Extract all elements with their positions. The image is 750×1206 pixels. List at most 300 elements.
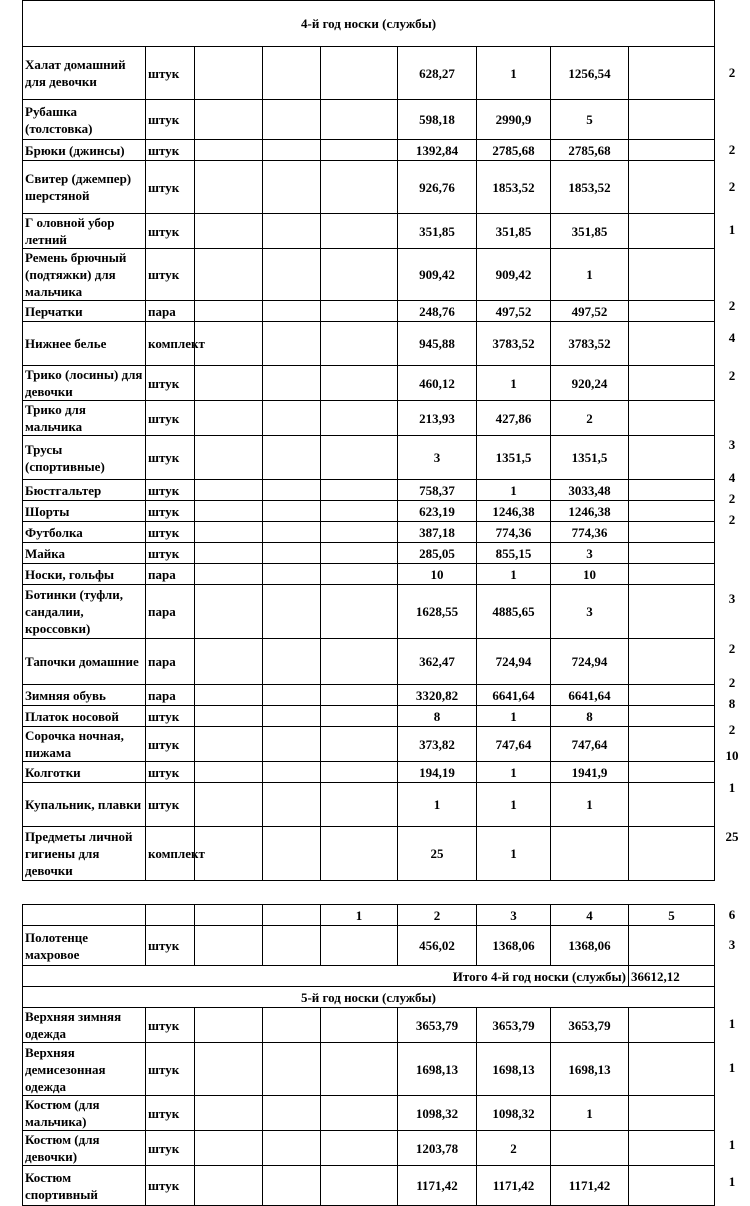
item-sum: 3 <box>551 585 629 639</box>
item-quantity: 1 <box>477 827 551 881</box>
row-count-value: 2 <box>728 368 736 383</box>
item-unit: штук <box>146 436 195 480</box>
row-count-value: 3 <box>728 591 736 606</box>
empty-cell <box>195 706 263 727</box>
item-sum: 3783,52 <box>551 322 629 366</box>
item-price: 909,42 <box>398 249 477 301</box>
item-sum: 5 <box>551 100 629 140</box>
empty-cell <box>629 1131 715 1166</box>
empty-cell <box>195 727 263 762</box>
item-sum <box>551 827 629 881</box>
item-price: 945,88 <box>398 322 477 366</box>
item-quantity: 1246,38 <box>477 501 551 522</box>
item-sum: 351,85 <box>551 214 629 249</box>
item-unit: штук <box>146 1008 195 1043</box>
empty-cell <box>195 783 263 827</box>
empty-cell <box>195 564 263 585</box>
empty-cell <box>195 762 263 783</box>
empty-cell <box>321 501 398 522</box>
item-unit: штук <box>146 47 195 100</box>
item-price: 926,76 <box>398 161 477 214</box>
empty-cell <box>195 1131 263 1166</box>
table-row <box>23 436 715 480</box>
empty-cell <box>321 100 398 140</box>
item-sum: 1171,42 <box>551 1166 629 1206</box>
item-unit: штук <box>146 1166 195 1206</box>
empty-cell <box>263 401 321 436</box>
item-quantity: 3783,52 <box>477 322 551 366</box>
table-row <box>23 1166 715 1206</box>
item-sum: 1246,38 <box>551 501 629 522</box>
item-quantity: 2 <box>477 1131 551 1166</box>
table-row <box>23 480 715 501</box>
empty-cell <box>629 706 715 727</box>
empty-cell <box>195 585 263 639</box>
column-number: 5 <box>629 905 715 926</box>
empty-cell <box>321 639 398 685</box>
table-row <box>23 322 715 366</box>
item-unit: пара <box>146 585 195 639</box>
item-name: Брюки (джинсы) <box>23 140 146 161</box>
item-name: Тапочки домашние <box>23 639 146 685</box>
empty-cell <box>321 322 398 366</box>
empty-cell <box>263 322 321 366</box>
item-price: 3653,79 <box>398 1008 477 1043</box>
row-count-value: 2 <box>728 298 736 313</box>
empty-cell <box>195 366 263 401</box>
empty-cell <box>629 1166 715 1206</box>
table-row <box>23 1131 715 1166</box>
item-price: 1 <box>398 783 477 827</box>
empty-cell <box>195 1096 263 1131</box>
empty-cell <box>629 140 715 161</box>
empty-cell <box>321 1166 398 1206</box>
empty-cell <box>321 685 398 706</box>
table-row <box>23 214 715 249</box>
empty-cell <box>263 1008 321 1043</box>
clothing-table-year-4 <box>22 0 715 881</box>
empty-cell <box>195 501 263 522</box>
empty-cell <box>321 1008 398 1043</box>
item-quantity: 1 <box>477 564 551 585</box>
empty-cell <box>629 762 715 783</box>
empty-cell <box>629 827 715 881</box>
column-number: 4 <box>551 905 629 926</box>
item-unit: штук <box>146 522 195 543</box>
empty-cell <box>146 905 195 926</box>
empty-cell <box>263 706 321 727</box>
item-unit: штук <box>146 762 195 783</box>
item-name: Свитер (джемпер) шерстяной <box>23 161 146 214</box>
item-quantity: 1 <box>477 783 551 827</box>
item-unit: штук <box>146 926 195 966</box>
row-count-value <box>718 247 746 295</box>
empty-cell <box>263 762 321 783</box>
item-name: Трусы (спортивные) <box>23 436 146 480</box>
empty-cell <box>263 926 321 966</box>
item-sum: 10 <box>551 564 629 585</box>
empty-cell <box>321 1096 398 1131</box>
empty-cell <box>195 639 263 685</box>
item-price: 387,18 <box>398 522 477 543</box>
empty-cell <box>195 214 263 249</box>
item-name: Купальник, плавки <box>23 783 146 827</box>
empty-cell <box>321 564 398 585</box>
empty-cell <box>629 161 715 214</box>
table-row <box>23 522 715 543</box>
empty-cell <box>263 685 321 706</box>
empty-cell <box>629 436 715 480</box>
item-price: 10 <box>398 564 477 585</box>
item-unit: штук <box>146 706 195 727</box>
item-unit: штук <box>146 783 195 827</box>
item-unit: пара <box>146 564 195 585</box>
empty-cell <box>321 1131 398 1166</box>
item-name: Шорты <box>23 501 146 522</box>
empty-cell <box>195 47 263 100</box>
section-heading: 4-й год носки (службы) <box>23 1 715 47</box>
item-name: Колготки <box>23 762 146 783</box>
item-unit: штук <box>146 727 195 762</box>
item-price: 1203,78 <box>398 1131 477 1166</box>
item-name: Ремень брючный (подтяжки) для мальчика <box>23 249 146 301</box>
table-row <box>23 47 715 100</box>
empty-cell <box>263 564 321 585</box>
row-count-value <box>718 99 746 139</box>
empty-cell <box>321 585 398 639</box>
empty-cell <box>321 543 398 564</box>
item-quantity: 2785,68 <box>477 140 551 161</box>
table-row <box>23 827 715 881</box>
item-price: 8 <box>398 706 477 727</box>
empty-cell <box>321 366 398 401</box>
row-count-value: 4 <box>728 330 736 345</box>
item-sum: 1 <box>551 1096 629 1131</box>
row-count-value: 2 <box>728 641 736 656</box>
empty-cell <box>321 401 398 436</box>
item-name: Костюм спортивный <box>23 1166 146 1206</box>
empty-cell <box>195 685 263 706</box>
item-unit: штук <box>146 543 195 564</box>
row-count-value: 2 <box>728 65 736 80</box>
table-row <box>23 100 715 140</box>
item-sum: 920,24 <box>551 366 629 401</box>
empty-cell <box>263 301 321 322</box>
item-quantity: 1 <box>477 366 551 401</box>
row-count-value: 3 <box>728 437 736 452</box>
table-row <box>23 161 715 214</box>
item-sum: 1853,52 <box>551 161 629 214</box>
empty-cell <box>321 522 398 543</box>
table-row <box>23 1096 715 1131</box>
item-price: 213,93 <box>398 401 477 436</box>
item-name: Костюм (для девочки) <box>23 1131 146 1166</box>
item-sum: 1941,9 <box>551 762 629 783</box>
item-name: Халат домашний для девочки <box>23 47 146 100</box>
item-sum: 1698,13 <box>551 1043 629 1096</box>
item-sum: 3033,48 <box>551 480 629 501</box>
item-sum: 724,94 <box>551 639 629 685</box>
table-row <box>23 762 715 783</box>
empty-cell <box>629 214 715 249</box>
item-sum: 1256,54 <box>551 47 629 100</box>
empty-cell <box>629 685 715 706</box>
empty-cell <box>263 161 321 214</box>
item-quantity: 1 <box>477 706 551 727</box>
empty-cell <box>263 436 321 480</box>
item-quantity: 1 <box>477 480 551 501</box>
empty-cell <box>263 727 321 762</box>
item-price: 1698,13 <box>398 1043 477 1096</box>
item-sum: 3 <box>551 543 629 564</box>
item-name: Рубашка (толстовка) <box>23 100 146 140</box>
row-count-value: 10 <box>725 748 739 763</box>
row-count-value: 6 <box>728 907 736 922</box>
item-sum: 8 <box>551 706 629 727</box>
item-quantity: 747,64 <box>477 727 551 762</box>
item-price: 628,27 <box>398 47 477 100</box>
empty-cell <box>321 706 398 727</box>
empty-cell <box>263 639 321 685</box>
empty-cell <box>195 926 263 966</box>
item-unit: штук <box>146 1131 195 1166</box>
empty-cell <box>263 1043 321 1096</box>
empty-cell <box>263 501 321 522</box>
empty-cell <box>629 585 715 639</box>
table-row <box>23 401 715 436</box>
item-unit: пара <box>146 639 195 685</box>
row-count-value: 1 <box>728 1060 736 1075</box>
table-row <box>23 639 715 685</box>
item-unit: пара <box>146 301 195 322</box>
empty-cell <box>321 301 398 322</box>
item-unit: штук <box>146 1043 195 1096</box>
empty-cell <box>23 905 146 926</box>
table-row <box>23 564 715 585</box>
row-count-value: 1 <box>728 1174 736 1189</box>
empty-cell <box>629 322 715 366</box>
clothing-table-year-5 <box>22 904 715 1206</box>
table-row <box>23 727 715 762</box>
empty-cell <box>629 1043 715 1096</box>
empty-cell <box>629 401 715 436</box>
row-count-value: 2 <box>728 179 736 194</box>
total-label: Итого 4-й год носки (службы) <box>23 966 629 987</box>
empty-cell <box>195 249 263 301</box>
item-unit: штук <box>146 366 195 401</box>
row-count-value: 2 <box>728 512 736 527</box>
empty-cell <box>321 1043 398 1096</box>
item-name: Бюстгальтер <box>23 480 146 501</box>
empty-cell <box>263 1166 321 1206</box>
empty-cell <box>195 905 263 926</box>
row-count-value <box>718 551 746 572</box>
item-sum: 747,64 <box>551 727 629 762</box>
empty-cell <box>629 639 715 685</box>
item-price: 351,85 <box>398 214 477 249</box>
item-name: Верхняя демисезонная одежда <box>23 1043 146 1096</box>
item-name: Футболка <box>23 522 146 543</box>
item-price: 456,02 <box>398 926 477 966</box>
row-count-value: 2 <box>728 722 736 737</box>
empty-cell <box>263 100 321 140</box>
column-number: 1 <box>321 905 398 926</box>
item-unit: штук <box>146 501 195 522</box>
item-price: 373,82 <box>398 727 477 762</box>
item-quantity: 1853,52 <box>477 161 551 214</box>
empty-cell <box>195 1008 263 1043</box>
empty-cell <box>629 501 715 522</box>
item-unit: штук <box>146 161 195 214</box>
row-count-value: 1 <box>728 222 736 237</box>
row-count-value: 2 <box>728 491 736 506</box>
item-sum: 1368,06 <box>551 926 629 966</box>
table-row <box>23 926 715 966</box>
item-unit: штук <box>146 140 195 161</box>
item-quantity: 2990,9 <box>477 100 551 140</box>
item-sum: 2785,68 <box>551 140 629 161</box>
item-sum: 1 <box>551 249 629 301</box>
table-row <box>23 1008 715 1043</box>
row-count-value <box>718 391 746 423</box>
empty-cell <box>263 480 321 501</box>
empty-cell <box>629 564 715 585</box>
empty-cell <box>629 301 715 322</box>
item-name: Трико (лосины) для девочки <box>23 366 146 401</box>
item-price: 460,12 <box>398 366 477 401</box>
table-row <box>23 249 715 301</box>
item-name: Трико для мальчика <box>23 401 146 436</box>
row-count-value: 1 <box>728 780 736 795</box>
empty-cell <box>263 1096 321 1131</box>
empty-cell <box>321 161 398 214</box>
table-row <box>23 1043 715 1096</box>
item-sum: 1351,5 <box>551 436 629 480</box>
item-sum: 774,36 <box>551 522 629 543</box>
item-quantity: 1 <box>477 762 551 783</box>
item-name: Нижнее белье <box>23 322 146 366</box>
item-name: Перчатки <box>23 301 146 322</box>
item-name: Носки, гольфы <box>23 564 146 585</box>
table-row <box>23 140 715 161</box>
table-row <box>23 366 715 401</box>
empty-cell <box>263 249 321 301</box>
item-quantity: 724,94 <box>477 639 551 685</box>
empty-cell <box>629 100 715 140</box>
item-quantity: 1368,06 <box>477 926 551 966</box>
empty-cell <box>629 1096 715 1131</box>
row-count-value: 3 <box>728 937 736 952</box>
empty-cell <box>321 47 398 100</box>
empty-cell <box>321 783 398 827</box>
item-price: 1628,55 <box>398 585 477 639</box>
empty-cell <box>321 762 398 783</box>
empty-cell <box>263 47 321 100</box>
table-row <box>23 543 715 564</box>
item-price: 3 <box>398 436 477 480</box>
item-unit: штук <box>146 480 195 501</box>
table-row <box>23 301 715 322</box>
item-quantity: 427,86 <box>477 401 551 436</box>
item-quantity: 497,52 <box>477 301 551 322</box>
empty-cell <box>629 1008 715 1043</box>
item-sum: 6641,64 <box>551 685 629 706</box>
item-name: Ботинки (туфли, сандалии, кроссовки) <box>23 585 146 639</box>
column-number-row <box>23 905 715 926</box>
row-count-value: 2 <box>728 675 736 690</box>
row-count-value: 2 <box>728 142 736 157</box>
empty-cell <box>195 301 263 322</box>
item-unit: пара <box>146 685 195 706</box>
row-count-value: 1 <box>728 1137 736 1152</box>
row-count-value <box>718 1094 746 1128</box>
table-row <box>23 585 715 639</box>
item-price: 1392,84 <box>398 140 477 161</box>
empty-cell <box>629 47 715 100</box>
item-name: Сорочка ночная, пижама <box>23 727 146 762</box>
empty-cell <box>195 1043 263 1096</box>
empty-cell <box>629 926 715 966</box>
item-price: 598,18 <box>398 100 477 140</box>
row-count-value: 8 <box>728 696 736 711</box>
empty-cell <box>195 100 263 140</box>
item-quantity: 855,15 <box>477 543 551 564</box>
empty-cell <box>263 585 321 639</box>
item-quantity: 1698,13 <box>477 1043 551 1096</box>
empty-cell <box>195 436 263 480</box>
empty-cell <box>321 249 398 301</box>
row-count-value: 1 <box>728 1016 736 1031</box>
empty-cell <box>629 249 715 301</box>
empty-cell <box>263 905 321 926</box>
item-sum: 3653,79 <box>551 1008 629 1043</box>
item-unit: штук <box>146 249 195 301</box>
item-quantity: 4885,65 <box>477 585 551 639</box>
item-sum: 2 <box>551 401 629 436</box>
item-price: 25 <box>398 827 477 881</box>
total-row <box>23 966 715 987</box>
empty-cell <box>321 926 398 966</box>
item-name: Предметы личной гигиены для девочки <box>23 827 146 881</box>
empty-cell <box>195 480 263 501</box>
item-quantity: 3653,79 <box>477 1008 551 1043</box>
empty-cell <box>629 366 715 401</box>
item-unit: штук <box>146 1096 195 1131</box>
item-quantity: 1098,32 <box>477 1096 551 1131</box>
item-quantity: 774,36 <box>477 522 551 543</box>
item-sum: 497,52 <box>551 301 629 322</box>
item-name: Платок носовой <box>23 706 146 727</box>
empty-cell <box>263 543 321 564</box>
empty-cell <box>263 522 321 543</box>
item-price: 758,37 <box>398 480 477 501</box>
empty-cell <box>195 140 263 161</box>
item-name: Костюм (для мальчика) <box>23 1096 146 1131</box>
item-quantity: 1 <box>477 47 551 100</box>
item-name: Зимняя обувь <box>23 685 146 706</box>
item-price: 3320,82 <box>398 685 477 706</box>
item-quantity: 1351,5 <box>477 436 551 480</box>
item-unit: штук <box>146 100 195 140</box>
empty-cell <box>195 522 263 543</box>
table-row <box>23 501 715 522</box>
item-quantity: 6641,64 <box>477 685 551 706</box>
item-quantity: 351,85 <box>477 214 551 249</box>
item-name: Полотенце махровое <box>23 926 146 966</box>
empty-cell <box>263 827 321 881</box>
empty-cell <box>629 543 715 564</box>
item-unit: штук <box>146 401 195 436</box>
